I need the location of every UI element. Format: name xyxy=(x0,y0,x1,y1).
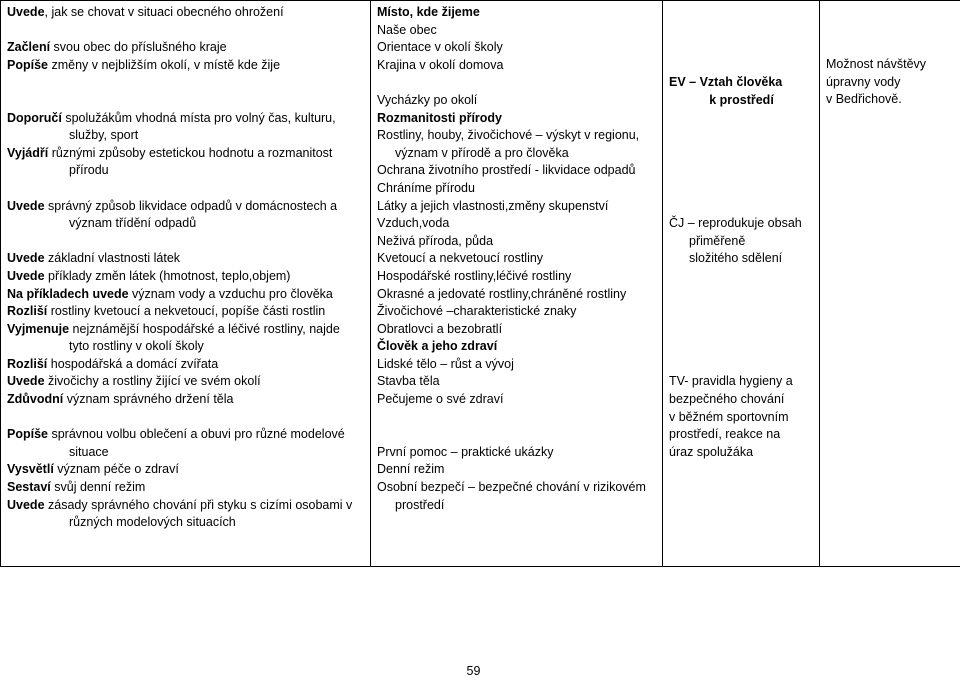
outcome-verb: Uvede xyxy=(7,198,45,213)
topic-line xyxy=(377,356,657,374)
outcome-verb: Uvede xyxy=(7,268,45,283)
topic-text: Člověk a jeho zdraví xyxy=(377,339,498,354)
outcome-line xyxy=(7,391,365,409)
topic-text: Místo, kde žijeme xyxy=(377,5,480,19)
topic-line xyxy=(377,145,657,163)
tv-line: bezpečného chování xyxy=(669,392,785,407)
outcome-verb: Doporučí xyxy=(7,110,62,125)
ev-line: k prostředí xyxy=(709,92,774,107)
topic-text: První pomoc – praktické ukázky xyxy=(377,444,554,459)
outcome-line xyxy=(7,444,365,462)
topic-line xyxy=(377,198,657,216)
cross-curricular-column xyxy=(663,1,820,567)
outcome-line xyxy=(7,514,365,532)
topic-line xyxy=(377,461,657,479)
outcome-line xyxy=(7,57,365,75)
outcome-line xyxy=(7,479,365,497)
tv-line: v běžném sportovním xyxy=(669,409,789,424)
topic-text: Obratlovci a bezobratlí xyxy=(377,321,503,336)
topic-line xyxy=(377,391,657,409)
outcome-verb: Zdůvodní xyxy=(7,392,64,407)
topic-text: Vycházky po okolí xyxy=(377,92,478,107)
topic-line xyxy=(377,92,657,110)
topic-line xyxy=(377,22,657,40)
outcome-text: správnou volbu oblečení a obuvi pro různé modelové xyxy=(48,427,345,442)
outcome-text: spolužákům vhodná místa pro volný čas, kulturu, xyxy=(61,110,336,125)
outcome-verb: Rozliší xyxy=(7,356,48,371)
note-line: v Bedřichově. xyxy=(826,92,902,107)
ev-line: EV – Vztah člověka xyxy=(669,75,783,90)
outcome-text: význam vody a vzduchu pro člověka xyxy=(128,286,333,301)
outcome-text: přírodu xyxy=(69,163,109,178)
topic-text: Stavba těla xyxy=(377,374,440,389)
topic-line xyxy=(377,57,657,75)
tv-line: prostředí, reakce na xyxy=(669,427,781,442)
outcome-verb: Vyjmenuje xyxy=(7,321,70,336)
outcome-line xyxy=(7,356,365,374)
outcome-text: nejznámější hospodářské a léčivé rostliny, najde xyxy=(69,321,340,336)
topic-text: Orientace v okolí školy xyxy=(377,40,503,55)
topic-text: Hospodářské rostliny,léčivé rostliny xyxy=(377,268,572,283)
topic-line xyxy=(377,233,657,251)
topic-text: prostředí xyxy=(395,497,445,512)
topic-line xyxy=(377,303,657,321)
outcome-text: svou obec do příslušného kraje xyxy=(50,40,227,55)
outcome-text: příklady změn látek (hmotnost, teplo,objem) xyxy=(44,268,291,283)
outcome-line xyxy=(7,461,365,479)
topic-line xyxy=(377,286,657,304)
outcome-text: , jak se chovat v situaci obecného ohrožení xyxy=(44,5,284,19)
outcome-line xyxy=(7,286,365,304)
outcome-line xyxy=(7,4,365,22)
outcome-line xyxy=(7,250,365,268)
outcome-line xyxy=(7,497,365,515)
topic-text: Denní režim xyxy=(377,462,445,477)
outcome-verb: Vyjádří xyxy=(7,145,49,160)
topic-text: Okrasné a jedovaté rostliny,chráněné rostliny xyxy=(377,286,627,301)
topic-line xyxy=(377,180,657,198)
topic-text: Chráníme přírodu xyxy=(377,180,475,195)
topic-text: Kvetoucí a nekvetoucí rostliny xyxy=(377,251,544,266)
topic-line xyxy=(377,268,657,286)
topic-text: Rozmanitosti přírody xyxy=(377,110,503,125)
outcome-line xyxy=(7,338,365,356)
topic-line xyxy=(377,479,657,497)
cj-line: složitého sdělení xyxy=(689,251,783,266)
topic-line xyxy=(377,497,657,515)
outcome-verb: Sestaví xyxy=(7,480,51,495)
page-number: 59 xyxy=(466,664,481,678)
topic-text: Pečujeme o své zdraví xyxy=(377,392,504,407)
outcome-text: správný způsob likvidace odpadů v domácnostech a xyxy=(44,198,338,213)
topic-text: Krajina v okolí domova xyxy=(377,57,504,72)
outcome-text: změny v nejbližším okolí, v místě kde žije xyxy=(48,57,281,72)
topic-text: význam v přírodě a pro člověka xyxy=(395,145,569,160)
outcome-text: různých modelových situacích xyxy=(69,515,236,530)
topic-line xyxy=(377,215,657,233)
note-line: Možnost návštěvy xyxy=(826,57,927,71)
topic-text: Živočichové –charakteristické znaky xyxy=(377,304,577,319)
outcome-text: tyto rostliny v okolí školy xyxy=(69,339,204,354)
outcome-text: různými způsoby estetickou hodnotu a rozmanitost xyxy=(48,145,333,160)
outcome-line xyxy=(7,110,365,128)
topics-column xyxy=(371,1,663,567)
notes-column xyxy=(820,1,960,567)
outcome-verb: Vysvětlí xyxy=(7,462,54,477)
topic-line xyxy=(377,444,657,462)
topic-text: Vzduch,voda xyxy=(377,216,450,231)
topic-line xyxy=(377,250,657,268)
topic-line xyxy=(377,127,657,145)
cj-line: přiměřeně xyxy=(689,233,746,248)
tv-line: úraz spolužáka xyxy=(669,444,754,459)
outcome-text: zásady správného chování při styku s cizími osobami v xyxy=(44,497,353,512)
note-line: úpravny vody xyxy=(826,74,901,89)
outcome-verb: Rozliší xyxy=(7,304,48,319)
outcome-verb: Uvede xyxy=(7,497,45,512)
outcome-line xyxy=(7,198,365,216)
topic-line xyxy=(377,39,657,57)
topic-text: Osobní bezpečí – bezpečné chování v rizikovém xyxy=(377,480,646,495)
outcome-text: hospodářská a domácí zvířata xyxy=(47,356,219,371)
outcome-verb: Na příkladech uvede xyxy=(7,286,129,301)
cj-line: ČJ – reprodukuje obsah xyxy=(669,216,802,231)
topic-line xyxy=(377,373,657,391)
tv-line: TV- pravidla hygieny a xyxy=(669,374,793,389)
outcome-text: rostliny kvetoucí a nekvetoucí, popíše části rostlin xyxy=(47,304,326,319)
outcome-text: základní vlastnosti látek xyxy=(44,251,181,266)
outcome-text: situace xyxy=(69,444,109,459)
outcome-line xyxy=(7,268,365,286)
topic-line xyxy=(377,321,657,339)
topic-text: Rostliny, houby, živočichové – výskyt v regionu, xyxy=(377,128,640,143)
outcome-text: význam třídění odpadů xyxy=(69,216,197,231)
outcome-line xyxy=(7,426,365,444)
topic-line xyxy=(377,110,657,128)
topic-text: Ochrana životního prostředí - likvidace odpadů xyxy=(377,163,636,178)
outcome-verb: Popíše xyxy=(7,57,48,72)
outcome-line xyxy=(7,162,365,180)
outcome-line xyxy=(7,127,365,145)
curriculum-row xyxy=(1,1,960,567)
topic-line xyxy=(377,4,657,22)
topic-text: Naše obec xyxy=(377,22,437,37)
outcome-line xyxy=(7,321,365,339)
outcome-verb: Začlení xyxy=(7,40,51,55)
outcome-line xyxy=(7,145,365,163)
outcome-text: svůj denní režim xyxy=(50,480,146,495)
outcome-verb: Uvede xyxy=(7,374,45,389)
outcome-line xyxy=(7,39,365,57)
outcome-line xyxy=(7,215,365,233)
outcome-verb: Uvede xyxy=(7,251,45,266)
outcomes-column xyxy=(1,1,371,567)
outcome-text: význam správného držení těla xyxy=(63,392,234,407)
topic-text: Látky a jejich vlastnosti,změny skupenství xyxy=(377,198,609,213)
outcome-text: význam péče o zdraví xyxy=(53,462,179,477)
outcome-line xyxy=(7,373,365,391)
outcome-line xyxy=(7,303,365,321)
topic-line xyxy=(377,338,657,356)
topic-text: Neživá příroda, půda xyxy=(377,233,494,248)
topic-line xyxy=(377,162,657,180)
outcome-text: živočichy a rostliny žijící ve svém okolí xyxy=(44,374,261,389)
topic-text: Lidské tělo – růst a vývoj xyxy=(377,356,514,371)
outcome-verb: Uvede xyxy=(7,5,45,19)
outcome-text: služby, sport xyxy=(69,128,139,143)
outcome-verb: Popíše xyxy=(7,427,48,442)
